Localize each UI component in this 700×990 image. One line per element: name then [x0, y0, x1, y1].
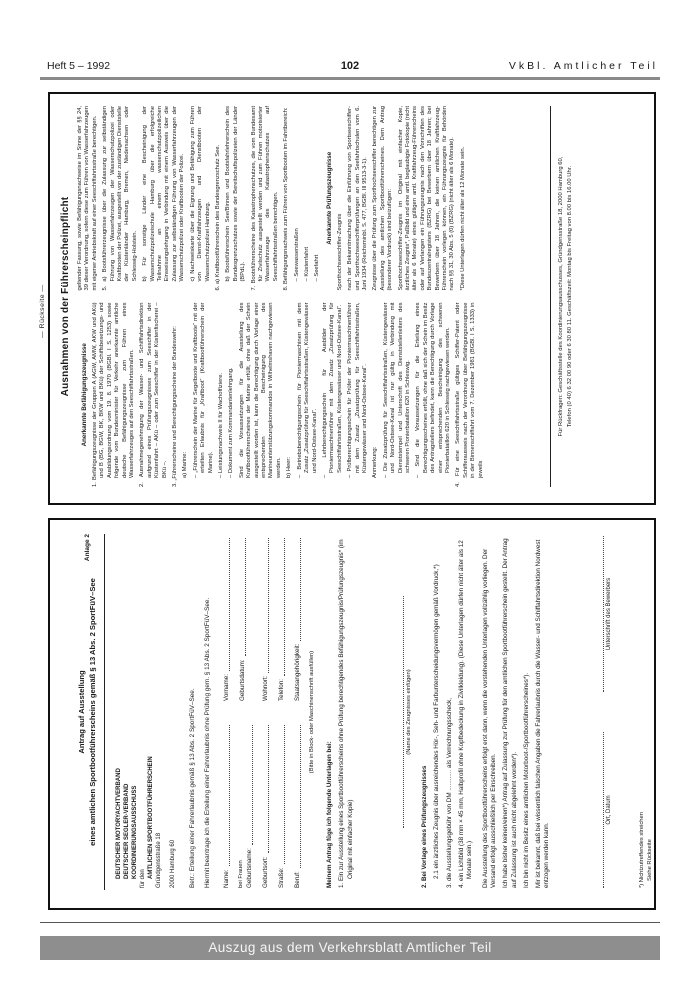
- enclosures-intro: Meinem Antrag füge ich folgende Unterlagen bei:: [326, 741, 334, 888]
- signature-place-date: [595, 732, 614, 888]
- addressee-line: DEUTSCHER SEGLER-VERBAND: [124, 783, 131, 879]
- field-fill-line: [222, 538, 230, 671]
- addressee-line: AMTLICHEN SPORTBOOTFÜHRERSCHEIN: [148, 756, 155, 879]
- field-label: Geburtsort:: [261, 856, 269, 888]
- header-rule: [40, 77, 660, 80]
- paragraph: 2. Ausnahmegenehmigung der Wasser- und Schifffahrtsdirektion aufgrund eines Prüfungszeugnisses zum Seeschiffer in der Küstenfahrt – AKü – oder zum Seeschiffer in der Küstenfischerei – BKü –.: [139, 302, 168, 487]
- notice-paragraph-1: Die Ausstellung des Sportbootführerscheins erfolgt erst dann, wenn die vorstehenden Unterlagen vollzählig vorliegen. Der Versand erfolgt ausschließlich per Einschreiben.: [482, 548, 498, 888]
- page-header: [40, 58, 660, 76]
- paragraph: – Prüfberechtigungsschein für Prüfer der Pioniermaschinenführer mit dem Zusatz „Zusatzprüfung für Seeschiffahrtsstraßen, Küstengewässer und Nord-Ostsee-Kanal“.: [347, 302, 368, 478]
- paragraph: – Seewasserstraßen: [293, 228, 300, 282]
- enclosure-item-3: 3. die Ausstellungsgebühr von DM ............ als Verrechnungsscheck,: [445, 697, 453, 888]
- paragraph: 7. Bootsführerscheine des Katastrophenschutzes, die vom Bundesamt für Zivilschutz ausgestellt werden und zum Führen motorisierter Wasserfahrzeuge des Katastrophenschutzes auf Seeschiffahrtsstraßen berechtigen.: [250, 106, 279, 291]
- issue-label: Heft 5 – 1992: [47, 60, 111, 72]
- addressee-line: 2000 Hamburg 60: [169, 839, 176, 888]
- field-row: [261, 536, 270, 888]
- application-form: [76, 520, 674, 904]
- paragraph: Sporthochseeschiffer-Zeugnis im Original mit einfacher Kopie, ärztliches Zeugnis*, Paßbild und eine amtl. beglaubigte Fotokopie (nicht älter als 6 Monate) eines gültigen amtl. Kraftfahrzeug-Führerscheins oder auf Verlangen ein Führungszeugnis nach den Vorschriften des Bundeszentralregisters (BZRG) bei Bewerbern über 18 Jahren; bei Bewerbern über 18 Jahren, die keinen amtlichen Kraftfahrzeug-Führerschein vorlegen können, ein Führungszeugnis für Behörden nach §§ 31, 30 Abs. 5 (0) (BZRG) (nicht älter als 6 Monate).: [397, 106, 456, 291]
- field-line: [293, 723, 302, 888]
- paragraph: – Leistungsnachweis II für Wachoffiziere.: [218, 372, 225, 478]
- addressee-block: [115, 520, 177, 888]
- field-line: [222, 723, 231, 888]
- contact-line-2: Telefon (0 40) 6 32 00 90 oder 6 30 80 11. Geschäftszeit: Montag bis Freitag von 8.00 bis 16.00 Uhr.: [566, 165, 573, 428]
- paragraph: – Seefahrt: [314, 254, 321, 282]
- field-row: [293, 536, 302, 888]
- paragraph: Anmerkung:: [372, 446, 379, 478]
- field-right: [261, 536, 270, 701]
- exemptions-box: [48, 92, 656, 505]
- field-label: Staatsangehörigkeit:: [293, 643, 301, 701]
- field-label: Straße:: [277, 867, 285, 888]
- paragraph: – Küstenfahrt: [303, 247, 310, 282]
- certificate-name-caption: (Name des Zeugnisses einfügen): [405, 669, 412, 755]
- paragraph: – Dokument zum Kommandantenlehrgang.: [228, 367, 235, 478]
- paragraph: 3. „Führerscheine und Berechtigungsscheine der Bundeswehr:: [172, 326, 178, 487]
- field-line: [293, 536, 302, 701]
- field-row: [238, 536, 253, 888]
- field-label: Geburtsdatum:: [239, 659, 247, 701]
- field-left: [222, 723, 231, 888]
- paragraph: *Diese Unterlagen dürfen nicht älter als 12 Monate sein.: [459, 146, 466, 291]
- field-fill-line: [277, 725, 285, 864]
- paragraph: 8. Befähigungsnachweis zum Führen von Sportbooten im Fahrtbereich:: [283, 107, 290, 291]
- field-fill-line: [261, 538, 269, 673]
- form-rotated-page: [50, 520, 654, 904]
- contact-rule: [550, 106, 551, 487]
- paragraph: 1. Befähigungszeugnisse der Gruppen A (AGW, AMW, AKW und AKü) und B (BG, BGW, BK, BKW und BKü) der Schiffsbesetzungs- und Ausbildungsordnung vom 19. 8. 1970 (BGBl. I S. 1253) sowie folgende vom Bundesminister für Verkehr anerkannte amtliche deutsche Befähigungszeugnisse zum Führen eines Wasserfahrzeuges auf den Seeschiffahrtsstraßen.: [91, 302, 135, 487]
- paragraph: b) Heer:: [286, 457, 293, 478]
- subject-line: Betr.: Erteilung einer Fahrerlaubnis gemäß § 13 Abs. 2 SportFüV–See.: [188, 688, 196, 888]
- enclosure-item-4: 4. ein Lichtbild (38 mm × 45 mm, Halbprofil ohne Kopfbedeckung in Zivilkleidung). (Diese Unterlagen dürfen nicht älter als 12 Monate sein.): [457, 540, 473, 888]
- field-label: Wohnort:: [261, 675, 269, 701]
- paragraph: b) Für sonstige Länder eine Bescheinigung der Wasserschutzpolizeischule Hamburg über die erfolgreiche Teilnahme an einem wasserschutzpolizeilichen Einweisungslehrgang in Verbindung mit einem Ausweis über die Zulassung zur selbständigen Führung von Wasserfahrzeugen der Wasserschutzpolizei oder Kraftbooten der Polizei.: [142, 106, 186, 282]
- enclosure-item-1: 1. Ein zur Ausstellung eines Sportbootführerscheins ohne Prüfung berechtigendes Befähigungszeugnis/Prüfungszeugnis* (im Original mit einfacher Kopie): [338, 539, 354, 888]
- signature-row: [595, 536, 614, 888]
- field-right: [238, 536, 253, 701]
- enclosures: [326, 536, 551, 888]
- paragraph: Sind die Voraussetzungen für die Ausstellung des Kraftbootführerscheines der Marine erfüllt, ohne daß der Schein ausgestellt worden ist, kann die Berechtigung durch Vorlage einer entsprechenden Bescheinigung des Marineunterstützungskommandos in Wilhelmshaven nachgewiesen werden.: [238, 302, 282, 478]
- field-line: [261, 536, 270, 701]
- form-title-line2: eines amtlichen Sportbootführerscheins gemäß § 13 Abs. 2 SportFüV–See: [88, 578, 97, 846]
- field-line: [261, 723, 270, 888]
- notice-paragraph-2: Ich habe bisher keinen/einen*) Antrag auf Zulassung zur Prüfung für den amtlichen Sportbootführerschein gestellt. Der Antrag auf Zulassung ist auch nicht abgelehnt worden*).: [502, 538, 518, 888]
- signature-line: [595, 536, 604, 692]
- field-fill-line: [293, 538, 301, 641]
- field-line: [245, 723, 254, 888]
- paragraph: Sporthochseeschiffer-Zeugnis: [336, 213, 343, 291]
- paragraph: c) Nachweiskarte über die Eignung und Befähigung zum Führen von Dienst-Kraftfahrzeugen und Dienstbooten der Wasserschutzpolizei Hamburg.: [189, 106, 211, 282]
- field-left: [261, 723, 270, 888]
- paragraph: – Betriebsberechtigungsschein für Pioniermaschinen mit dem Zusatz „Zusatzprüfung für Seeschiffahrtsstraßen, Küstengewässer und Nord-Ostsee-Kanal“.: [296, 302, 318, 478]
- field-fill-line: [222, 725, 230, 866]
- field-label: Telefon:: [277, 678, 285, 701]
- field-line: [238, 536, 247, 701]
- signature-caption-left: Ort, Datum: [606, 795, 612, 825]
- paragraph: 4. Für eine Seeschiffahrtsstraße gültiges Schiffer-Patent oder Schifferausweis nach der Verordnung über Befähigungszeugnisse in der Binnenschiffahrt vom 7. Dezember 1981 (BGBl. I S. 1333) in jeweils: [455, 302, 484, 487]
- contact-block: [550, 106, 574, 487]
- paragraph: b) Bootsführerschein See/Binnen und Bootsfahrlehrerschein des Bundesgrenzschutzes sowie der Bereitschaftspolizeien der Länder (BPdL).: [225, 106, 247, 282]
- paragraph: nach der Bekanntmachung über die Einführung von Sportseeschiffer- und Sporthochseeschifferprüfungen an den Seefahrtschulen vom 6. Juni 1934 (Reichsminbl. S. 477, BGBl. III 9513-3-1).: [347, 106, 368, 291]
- paragraph: 6. a) Kraftbootführerschein des Bundesgrenzschutz See.: [214, 144, 221, 291]
- field-right: [293, 536, 302, 701]
- field-fill-line: [293, 725, 301, 868]
- signature-applicant: [595, 536, 614, 692]
- addressee-line: Gründgensstraße 18: [156, 832, 163, 888]
- field-left: [277, 723, 286, 888]
- enclosure-item-2-1: 2.1 ein ärztliches Zeugnis über ausreichendes Hör-, Seh- und Farbunterscheidungsvermögen gemäß Vordruck,*): [433, 564, 441, 879]
- title-rule: [104, 534, 105, 890]
- journal-title: VkBl. Amtlicher Teil: [508, 60, 658, 72]
- paragraph: 5. a) Bootsführerzeugnisse über die Zulassung zur selbständigen Führung von Wasserfahrzeugen der Wasserschutzpolizei oder Kraftbooten der Polizei, ausgestellt von der zuständigen Dienststelle der Küstenländer Hamburg, Bremen, Niedersachsen oder Schleswig-Holstein.: [102, 106, 138, 291]
- field-fill-line: [277, 538, 285, 676]
- paragraph: – Sind die Voraussetzungen für die Erteilung eines Berechtigungsscheines erfüllt, ohne daß sich der Schein im Besitz des Antragstellers befindet, kann die Berechtigung durch Vorlage einer entsprechenden Bescheinigung des schweren Pionierbataillon 620 in Schleswig nachgewiesen werden.: [415, 302, 451, 478]
- field-label: Name:: [223, 869, 231, 888]
- field-label: Vorname:: [223, 674, 231, 701]
- addressee-line: KOORDINIERUNGSAUSSCHUSS: [132, 785, 139, 879]
- notice-paragraph-3: Ich bin nicht im Besitz eines amtlichen Motorboot-/Sportbootführerscheines*).: [522, 672, 530, 888]
- exemptions-columns: [75, 94, 488, 499]
- paragraph: – Lehrberechtigungsschein für Ausbilder der Pioniermaschinenführer mit dem Zusatz „Zusatzprüfung für Seeschiffahrtsstraßen, Küstengewässer und Nord-Ostsee-Kanal“.: [321, 302, 343, 478]
- paragraph: – „Führerschein der Marine für Segelboote und Kraftboote“ mit der erteilten Erlaubnis für „Kraftboot“ (Kraftbootführerschein der Marine).: [192, 302, 214, 478]
- enclosure-item-2: 2. Bei Vorlage eines Prüfungszeugnisses: [421, 765, 429, 888]
- back-side-label: — Rückseite —: [39, 284, 46, 338]
- footnote: [638, 812, 654, 888]
- footnote-line-1: *) Nichtzutreffendes streichen: [639, 812, 645, 888]
- exemptions-title: Ausnahmen von der Führerscheinpflicht: [60, 196, 71, 397]
- signature-line: [595, 732, 604, 888]
- paragraph: Anerkannte Prüfungszeugnisse: [325, 151, 333, 245]
- field-left: [293, 723, 302, 888]
- form-fields: [222, 536, 301, 888]
- exemptions-column-1: [77, 303, 488, 488]
- field-line: [277, 536, 286, 701]
- field-label: Beruf:: [293, 871, 301, 888]
- field-row: [222, 536, 231, 888]
- page-number: 102: [340, 60, 360, 72]
- field-line: [277, 723, 286, 888]
- paragraph: – Die Zusatzprüfung für Seeschiffahrtsstraßen, Küstengewässer und Nord-Ostsee-Kanal ist nur gültig in Verbindung mit Dienststempel und Unterschrift des Dienststellenleiters des schweren Pionierbataillon 620 in Schleswig.: [382, 302, 411, 478]
- separator-rule: [40, 922, 660, 923]
- exemptions-rotated-page: [50, 94, 648, 499]
- paragraph: a) Marine:: [182, 451, 189, 478]
- field-label: Geburtsname:: [245, 848, 253, 888]
- signature-caption-right: Unterschrift des Bewerbers: [606, 577, 612, 651]
- request-line: Hiermit beantrage ich die Erteilung einer Fahrerlaubnis ohne Prüfung gem. § 13 Abs. 2 SportFüV–See.: [203, 597, 211, 888]
- footnote-line-2: Siehe Rückseite: [647, 839, 654, 881]
- certificate-name-line: [397, 596, 404, 828]
- paragraph: geltender Fassung, sowie Befähigungsnachweise im Sinne der §§ 24, 39 dieser Verordnung, sofern diese zum Führen von Wasserfahrzeugen mit eigener Antriebskraft auf einer Seeschiffahrtsstraße berechtigen.: [77, 106, 98, 291]
- notice-paragraph-4: Mir ist bekannt, daß bei wissentlich falschen Angaben die Fahrerlaubnis durch die Wasser- und Schiffahrtsdirektion Nordwest entzogen werden kann.: [534, 539, 551, 888]
- field-row: [277, 536, 286, 888]
- field-fill-line: [245, 725, 253, 845]
- form-title: [76, 540, 98, 884]
- exemptions-column-2: [77, 106, 488, 291]
- fill-hint: (Bitte in Block- oder Maschinenschrift ausfüllen): [308, 650, 315, 774]
- field-right: [277, 536, 286, 701]
- paragraph: Zeugnisse über die Prüfung zum Sporthochseeschiffer berechtigen zur Ausstellung des amtlichen Sportbootführerscheines. Dem Antrag (besonderer Vordruck) sind beizufügen:: [372, 106, 394, 291]
- paragraph: Anerkannte Befähigungszeugnisse: [81, 343, 88, 447]
- contact-line-1: Für Rückfragen: Geschäftsstelle des Koordinierungsausschusses, Gründgensstraße 18, 2000 Hamburg 60,: [558, 156, 564, 437]
- form-title-line1: Antrag auf Ausstellung: [77, 670, 86, 754]
- field-left: [238, 723, 253, 888]
- addressee-line: DEUTSCHER MOTORYACHTVERBAND: [116, 768, 122, 879]
- caption-bar: Auszug aus dem Verkehrsblatt Amtlicher Teil: [40, 936, 660, 960]
- field-fill-line: [261, 725, 269, 854]
- field-line: [222, 536, 231, 701]
- application-form-box: [48, 518, 656, 910]
- field-right: [222, 536, 231, 701]
- attachment-label: Anlage 2: [84, 534, 91, 562]
- field-pre-label: bei Frauen: [238, 860, 245, 888]
- field-fill-line: [238, 538, 246, 656]
- addressee-line: für den: [140, 869, 147, 888]
